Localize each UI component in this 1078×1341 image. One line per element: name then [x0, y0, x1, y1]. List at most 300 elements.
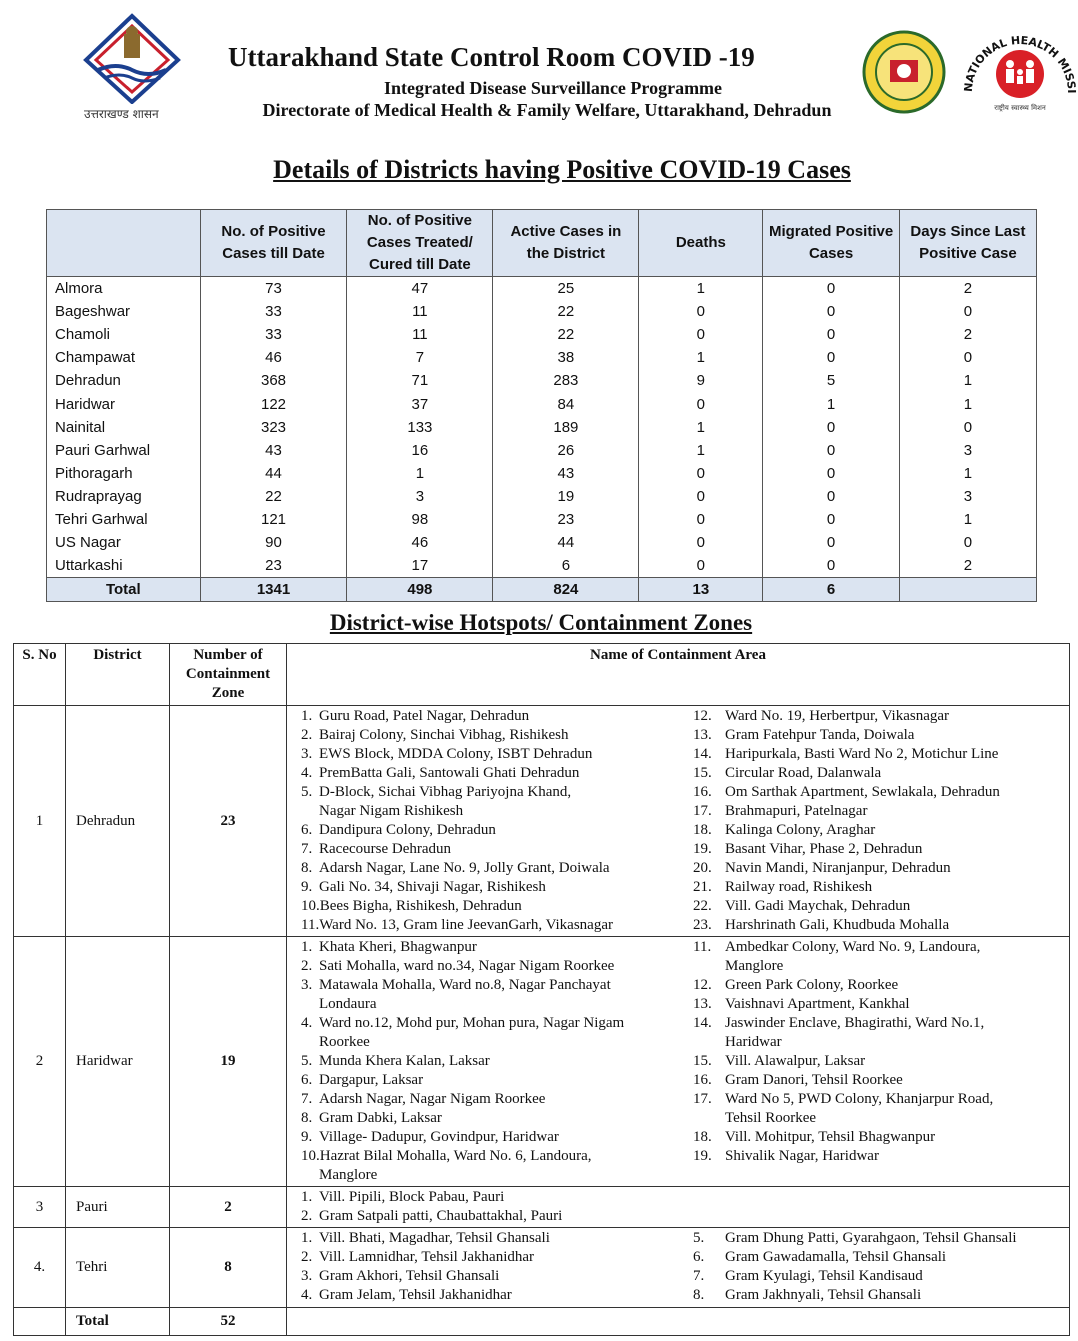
value-cell: 1 — [899, 392, 1036, 415]
value-cell: 283 — [493, 369, 639, 392]
value-cell: 1 — [639, 416, 763, 439]
empty-cell — [14, 1308, 66, 1336]
value-cell: 19 — [493, 485, 639, 508]
item-text: Green Park Colony, Roorkee — [725, 977, 899, 993]
item-number: 4. — [301, 1015, 313, 1031]
item-text: Ward no.12, Mohd pur, Mohan pura, Nagar Nigam — [319, 1015, 625, 1031]
item-number: 5. — [301, 1053, 313, 1069]
value-cell: 25 — [493, 277, 639, 301]
containment-area-item — [301, 1188, 693, 1207]
item-number: 14. — [693, 746, 712, 762]
value-cell: 43 — [200, 439, 347, 462]
zone-count-cell: 8 — [170, 1228, 287, 1308]
containment-area-item — [301, 1052, 693, 1071]
item-number: 1. — [301, 939, 313, 955]
value-cell: 47 — [347, 277, 493, 301]
value-cell: 22 — [493, 300, 639, 323]
table-row — [14, 1187, 1070, 1228]
item-text: Harshrinath Gali, Khudbuda Mohalla — [725, 917, 950, 933]
district-cell: Pauri — [66, 1187, 170, 1228]
uttarakhand-govt-logo — [80, 12, 184, 104]
nhm-logo — [958, 12, 1078, 116]
item-number: 5. — [693, 1230, 705, 1246]
item-number: 8. — [301, 860, 313, 876]
table-row — [47, 531, 1037, 554]
column-header: No. of Positive Cases Treated/ Cured till Date — [347, 210, 493, 277]
district-header: District — [66, 644, 170, 706]
containment-area-item — [693, 1109, 1069, 1128]
value-cell: 22 — [493, 323, 639, 346]
value-cell: 0 — [763, 439, 900, 462]
item-text: Gram Danori, Tehsil Roorkee — [725, 1072, 903, 1088]
value-cell: 44 — [200, 462, 347, 485]
column-header: Migrated Positive Cases — [763, 210, 900, 277]
table-row — [47, 439, 1037, 462]
value-cell: 33 — [200, 300, 347, 323]
value-cell: 73 — [200, 277, 347, 301]
containment-area-item — [301, 957, 693, 976]
value-cell: 1 — [899, 508, 1036, 531]
item-text: Jaswinder Enclave, Bhagirathi, Ward No.1, — [725, 1015, 985, 1031]
item-number: 15. — [693, 765, 712, 781]
value-cell: 44 — [493, 531, 639, 554]
containment-area-item — [301, 821, 693, 840]
item-number: 3. — [301, 1268, 313, 1284]
containment-area-item — [693, 707, 1069, 726]
district-name-cell: Haridwar — [47, 392, 201, 415]
value-cell: 98 — [347, 508, 493, 531]
value-cell: 1 — [899, 369, 1036, 392]
value-cell: 323 — [200, 416, 347, 439]
table-row — [47, 277, 1037, 301]
containment-area-item — [693, 1128, 1069, 1147]
value-cell: 2 — [899, 554, 1036, 578]
containment-area-item — [301, 1033, 693, 1052]
containment-area-item — [693, 1267, 1069, 1286]
item-text: Village- Dadupur, Govindpur, Haridwar — [319, 1129, 559, 1145]
value-cell: 46 — [347, 531, 493, 554]
value-cell: 368 — [200, 369, 347, 392]
total-row — [14, 1308, 1070, 1336]
value-cell: 84 — [493, 392, 639, 415]
item-text: Vaishnavi Apartment, Kankhal — [725, 996, 910, 1012]
item-text: Ward No 5, PWD Colony, Khanjarpur Road, — [725, 1091, 994, 1107]
containment-area-item — [301, 938, 693, 957]
table-row — [14, 706, 1070, 937]
table-row — [47, 369, 1037, 392]
item-text: Vill. Alawalpur, Laksar — [725, 1053, 866, 1069]
table-row — [14, 937, 1070, 1187]
item-number: 17. — [693, 1091, 712, 1107]
value-cell: 0 — [899, 416, 1036, 439]
table-row — [47, 323, 1037, 346]
containment-area-item — [693, 840, 1069, 859]
value-cell: 43 — [493, 462, 639, 485]
item-number: 2. — [301, 1249, 313, 1265]
item-number: 19. — [693, 1148, 712, 1164]
header-programme: Integrated Disease Surveillance Programme — [383, 78, 723, 98]
value-cell: 0 — [639, 300, 763, 323]
item-number: 13. — [693, 727, 712, 743]
sno-cell: 3 — [14, 1187, 66, 1228]
value-cell: 17 — [347, 554, 493, 578]
item-number: 6. — [693, 1249, 705, 1265]
district-name-cell: US Nagar — [47, 531, 201, 554]
total-row — [47, 578, 1037, 602]
containment-area-item — [301, 1014, 693, 1033]
containment-area-item — [693, 745, 1069, 764]
district-name-cell: Chamoli — [47, 323, 201, 346]
value-cell: 0 — [763, 323, 900, 346]
item-number: 18. — [693, 822, 712, 838]
containment-area-item — [693, 1147, 1069, 1166]
item-number: 13. — [693, 996, 712, 1012]
containment-area-item — [693, 957, 1069, 976]
total-value-cell: 824 — [493, 578, 639, 602]
item-number: 17. — [693, 803, 712, 819]
value-cell: 7 — [347, 346, 493, 369]
item-text: Gali No. 34, Shivaji Nagar, Rishikesh — [319, 879, 546, 895]
section1-title: Details of Districts having Positive COVID-19 Cases — [273, 155, 851, 184]
item-number: 18. — [693, 1129, 712, 1145]
item-number: 20. — [693, 860, 712, 876]
item-text: Gram Akhori, Tehsil Ghansali — [319, 1268, 500, 1284]
value-cell: 6 — [493, 554, 639, 578]
containment-area-item — [693, 1033, 1069, 1052]
item-text: Guru Road, Patel Nagar, Dehradun — [319, 708, 530, 724]
value-cell: 37 — [347, 392, 493, 415]
item-text: Ward No. 19, Herbertpur, Vikasnagar — [725, 708, 950, 724]
containment-area-item — [301, 1128, 693, 1147]
item-number: 16. — [693, 784, 712, 800]
table-row — [47, 485, 1037, 508]
item-text: Gram Dhung Patti, Gyarahgaon, Tehsil Ghansali — [725, 1230, 1017, 1246]
containment-area-item — [693, 1248, 1069, 1267]
sno-cell: 4. — [14, 1228, 66, 1308]
total-value-cell — [899, 578, 1036, 602]
item-text: Tehsil Roorkee — [725, 1110, 817, 1126]
item-number: 14. — [693, 1015, 712, 1031]
value-cell: 0 — [763, 346, 900, 369]
item-number: 19. — [693, 841, 712, 857]
district-name-cell: Bageshwar — [47, 300, 201, 323]
containment-area-item — [301, 783, 693, 802]
value-cell: 0 — [899, 531, 1036, 554]
item-number: 2. — [301, 727, 313, 743]
item-text: Gram Gawadamalla, Tehsil Ghansali — [725, 1249, 947, 1265]
district-name-cell: Rudraprayag — [47, 485, 201, 508]
item-number: 11. — [693, 939, 712, 955]
sno-cell: 1 — [14, 706, 66, 937]
item-text: Basant Vihar, Phase 2, Dehradun — [725, 841, 923, 857]
item-number: 6. — [301, 1072, 313, 1088]
value-cell: 0 — [763, 300, 900, 323]
containment-area-item — [301, 1267, 693, 1286]
containment-area-item — [301, 1286, 693, 1305]
item-text: Haripurkala, Basti Ward No 2, Motichur Line — [725, 746, 999, 762]
item-number: 15. — [693, 1053, 712, 1069]
value-cell: 71 — [347, 369, 493, 392]
containment-area-item — [301, 1109, 693, 1128]
value-cell: 9 — [639, 369, 763, 392]
column-header — [47, 210, 201, 277]
value-cell: 0 — [763, 508, 900, 531]
item-text: Dargapur, Laksar — [319, 1072, 424, 1088]
value-cell: 11 — [347, 300, 493, 323]
containment-area-item — [693, 1286, 1069, 1305]
containment-zones-table — [13, 643, 1070, 1336]
containment-area-item — [301, 976, 693, 995]
containment-area-item — [693, 1052, 1069, 1071]
value-cell: 0 — [763, 416, 900, 439]
item-text: Hazrat Bilal Mohalla, Ward No. 6, Landoura, — [319, 1148, 592, 1164]
total-value-cell: 6 — [763, 578, 900, 602]
item-number: 9. — [301, 1129, 313, 1145]
containment-area-item — [693, 1014, 1069, 1033]
item-number: 9. — [301, 879, 313, 895]
containment-area-item — [301, 726, 693, 745]
value-cell: 5 — [763, 369, 900, 392]
containment-area-item — [693, 938, 1069, 957]
value-cell: 16 — [347, 439, 493, 462]
containment-area-item — [301, 745, 693, 764]
zone-count-header: Number of Containment Zone — [170, 644, 287, 706]
containment-area-item — [301, 840, 693, 859]
district-name-cell: Uttarkashi — [47, 554, 201, 578]
table-header-row — [47, 210, 1037, 277]
value-cell: 0 — [763, 554, 900, 578]
total-label: Total — [66, 1308, 170, 1336]
item-text: Vill. Lamnidhar, Tehsil Jakhanidhar — [319, 1249, 535, 1265]
value-cell: 46 — [200, 346, 347, 369]
containment-area-item — [301, 897, 693, 916]
value-cell: 0 — [763, 462, 900, 485]
zone-count-cell: 23 — [170, 706, 287, 937]
nhm-logo-sub-text: राष्ट्रीय स्वास्थ्य मिशन — [994, 104, 1046, 112]
containment-area-item — [693, 783, 1069, 802]
value-cell: 0 — [639, 508, 763, 531]
district-name-cell: Tehri Garhwal — [47, 508, 201, 531]
item-number: 21. — [693, 879, 712, 895]
table-row — [47, 300, 1037, 323]
item-number: 7. — [301, 841, 313, 857]
value-cell: 122 — [200, 392, 347, 415]
govt-logo-caption: उत्तराखण्ड शासन — [84, 107, 159, 121]
value-cell: 23 — [493, 508, 639, 531]
item-text: Gram Jelam, Tehsil Jakhanidhar — [319, 1287, 512, 1303]
table-row — [47, 508, 1037, 531]
containment-area-item — [301, 1229, 693, 1248]
district-cell: Haridwar — [66, 937, 170, 1187]
table-header-row — [14, 644, 1070, 706]
total-zone-count: 52 — [170, 1308, 287, 1336]
item-text: Vill. Bhati, Magadhar, Tehsil Ghansali — [319, 1230, 550, 1246]
item-text: Gram Satpali patti, Chaubattakhal, Pauri — [319, 1208, 563, 1224]
item-number: 4. — [301, 765, 313, 781]
column-header: No. of Positive Cases till Date — [200, 210, 347, 277]
section2-title: District-wise Hotspots/ Containment Zones — [329, 610, 753, 635]
item-text: Vill. Mohitpur, Tehsil Bhagwanpur — [725, 1129, 936, 1145]
item-number: 10. — [301, 898, 320, 914]
value-cell: 1 — [639, 346, 763, 369]
item-text: Vill. Pipili, Block Pabau, Pauri — [319, 1189, 505, 1205]
value-cell: 0 — [639, 323, 763, 346]
containment-area-cell — [287, 1228, 1070, 1308]
containment-area-cell — [287, 706, 1070, 937]
containment-area-item — [693, 878, 1069, 897]
containment-area-item — [693, 897, 1069, 916]
item-text: Munda Khera Kalan, Laksar — [319, 1053, 490, 1069]
item-text: Dandipura Colony, Dehradun — [319, 822, 496, 838]
item-number: 2. — [301, 958, 313, 974]
item-text: Adarsh Nagar, Lane No. 9, Jolly Grant, Doiwala — [319, 860, 610, 876]
item-number: 1. — [301, 708, 313, 724]
containment-area-item — [693, 1090, 1069, 1109]
containment-area-item — [693, 995, 1069, 1014]
item-number: 16. — [693, 1072, 712, 1088]
containment-area-item — [301, 1071, 693, 1090]
containment-area-item — [693, 821, 1069, 840]
containment-area-item — [693, 802, 1069, 821]
total-value-cell: 498 — [347, 578, 493, 602]
total-value-cell: 1341 — [200, 578, 347, 602]
column-header: Days Since Last Positive Case — [899, 210, 1036, 277]
value-cell: 1 — [763, 392, 900, 415]
table-row — [47, 346, 1037, 369]
item-text: Nagar Nigam Rishikesh — [319, 803, 464, 819]
containment-area-item — [301, 1147, 693, 1166]
empty-cell — [287, 1308, 1070, 1336]
item-text: Brahmapuri, Patelnagar — [725, 803, 868, 819]
item-number: 8. — [301, 1110, 313, 1126]
item-number: 2. — [301, 1208, 313, 1224]
containment-area-item — [693, 1071, 1069, 1090]
item-number: 22. — [693, 898, 712, 914]
value-cell: 22 — [200, 485, 347, 508]
value-cell: 0 — [639, 531, 763, 554]
item-number: 5. — [301, 784, 313, 800]
item-text: EWS Block, MDDA Colony, ISBT Dehradun — [319, 746, 593, 762]
item-text: Manglore — [319, 1167, 378, 1183]
value-cell: 2 — [899, 277, 1036, 301]
item-text: Gram Dabki, Laksar — [319, 1110, 442, 1126]
table-row — [47, 554, 1037, 578]
district-cell: Dehradun — [66, 706, 170, 937]
value-cell: 1 — [639, 277, 763, 301]
containment-area-cell — [287, 937, 1070, 1187]
value-cell: 11 — [347, 323, 493, 346]
item-number: 8. — [693, 1287, 705, 1303]
value-cell: 0 — [763, 485, 900, 508]
district-cell: Tehri — [66, 1228, 170, 1308]
column-header: Active Cases in the District — [493, 210, 639, 277]
district-name-cell: Almora — [47, 277, 201, 301]
item-text: Railway road, Rishikesh — [725, 879, 873, 895]
containment-area-item — [693, 859, 1069, 878]
containment-area-item — [693, 764, 1069, 783]
value-cell: 0 — [639, 392, 763, 415]
value-cell: 0 — [639, 485, 763, 508]
containment-area-item — [693, 916, 1069, 935]
item-text: Manglore — [725, 958, 784, 974]
value-cell: 1 — [347, 462, 493, 485]
containment-area-item — [301, 1207, 693, 1226]
value-cell: 3 — [899, 485, 1036, 508]
containment-area-item — [301, 707, 693, 726]
idsp-emblem-logo — [862, 30, 946, 114]
value-cell: 23 — [200, 554, 347, 578]
district-name-cell: Dehradun — [47, 369, 201, 392]
item-text: Racecourse Dehradun — [319, 841, 452, 857]
containment-area-cell — [287, 1187, 1070, 1228]
nhm-logo-ring-text: NATIONAL HEALTH MISSI — [961, 33, 1078, 94]
containment-area-item — [301, 802, 693, 821]
item-number: 11. — [301, 917, 320, 933]
total-label: Total — [47, 578, 201, 602]
containment-area-item — [301, 764, 693, 783]
item-number: 7. — [693, 1268, 705, 1284]
item-number: 12. — [693, 708, 712, 724]
containment-area-item — [301, 995, 693, 1014]
item-text: Bairaj Colony, Sinchai Vibhag, Rishikesh — [319, 727, 569, 743]
item-text: Shivalik Nagar, Haridwar — [725, 1148, 879, 1164]
value-cell: 133 — [347, 416, 493, 439]
containment-area-item — [693, 976, 1069, 995]
district-name-cell: Pauri Garhwal — [47, 439, 201, 462]
item-text: Gram Fatehpur Tanda, Doiwala — [725, 727, 915, 743]
value-cell: 0 — [899, 346, 1036, 369]
item-number: 3. — [301, 746, 313, 762]
total-value-cell: 13 — [639, 578, 763, 602]
value-cell: 3 — [347, 485, 493, 508]
district-name-cell: Pithoragarh — [47, 462, 201, 485]
item-number: 12. — [693, 977, 712, 993]
item-text: Matawala Mohalla, Ward no.8, Nagar Panchayat — [319, 977, 611, 993]
containment-area-item — [301, 916, 693, 935]
zone-count-cell: 19 — [170, 937, 287, 1187]
value-cell: 0 — [639, 554, 763, 578]
value-cell: 189 — [493, 416, 639, 439]
item-text: Navin Mandi, Niranjanpur, Dehradun — [725, 860, 951, 876]
value-cell: 26 — [493, 439, 639, 462]
table-row — [47, 392, 1037, 415]
column-header: Deaths — [639, 210, 763, 277]
containment-area-item — [301, 859, 693, 878]
table-row — [47, 462, 1037, 485]
item-text: Ward No. 13, Gram line JeevanGarh, Vikasnagar — [319, 917, 613, 933]
item-number: 10. — [301, 1148, 320, 1164]
containment-area-item — [693, 1229, 1069, 1248]
sno-header: S. No — [14, 644, 66, 706]
item-text: Om Sarthak Apartment, Sewlakala, Dehradun — [725, 784, 1000, 800]
item-text: Ambedkar Colony, Ward No. 9, Landoura, — [725, 939, 981, 955]
item-number: 3. — [301, 977, 313, 993]
item-text: Londaura — [319, 996, 377, 1012]
item-number: 1. — [301, 1189, 313, 1205]
value-cell: 1 — [639, 439, 763, 462]
item-text: Adarsh Nagar, Nagar Nigam Roorkee — [319, 1091, 546, 1107]
value-cell: 1 — [899, 462, 1036, 485]
value-cell: 0 — [639, 462, 763, 485]
district-name-cell: Champawat — [47, 346, 201, 369]
item-number: 1. — [301, 1230, 313, 1246]
value-cell: 38 — [493, 346, 639, 369]
table-row — [47, 416, 1037, 439]
item-number: 23. — [693, 917, 712, 933]
item-text: Vill. Gadi Maychak, Dehradun — [725, 898, 911, 914]
item-text: PremBatta Gali, Santowali Ghati Dehradun — [319, 765, 580, 781]
zone-count-cell: 2 — [170, 1187, 287, 1228]
